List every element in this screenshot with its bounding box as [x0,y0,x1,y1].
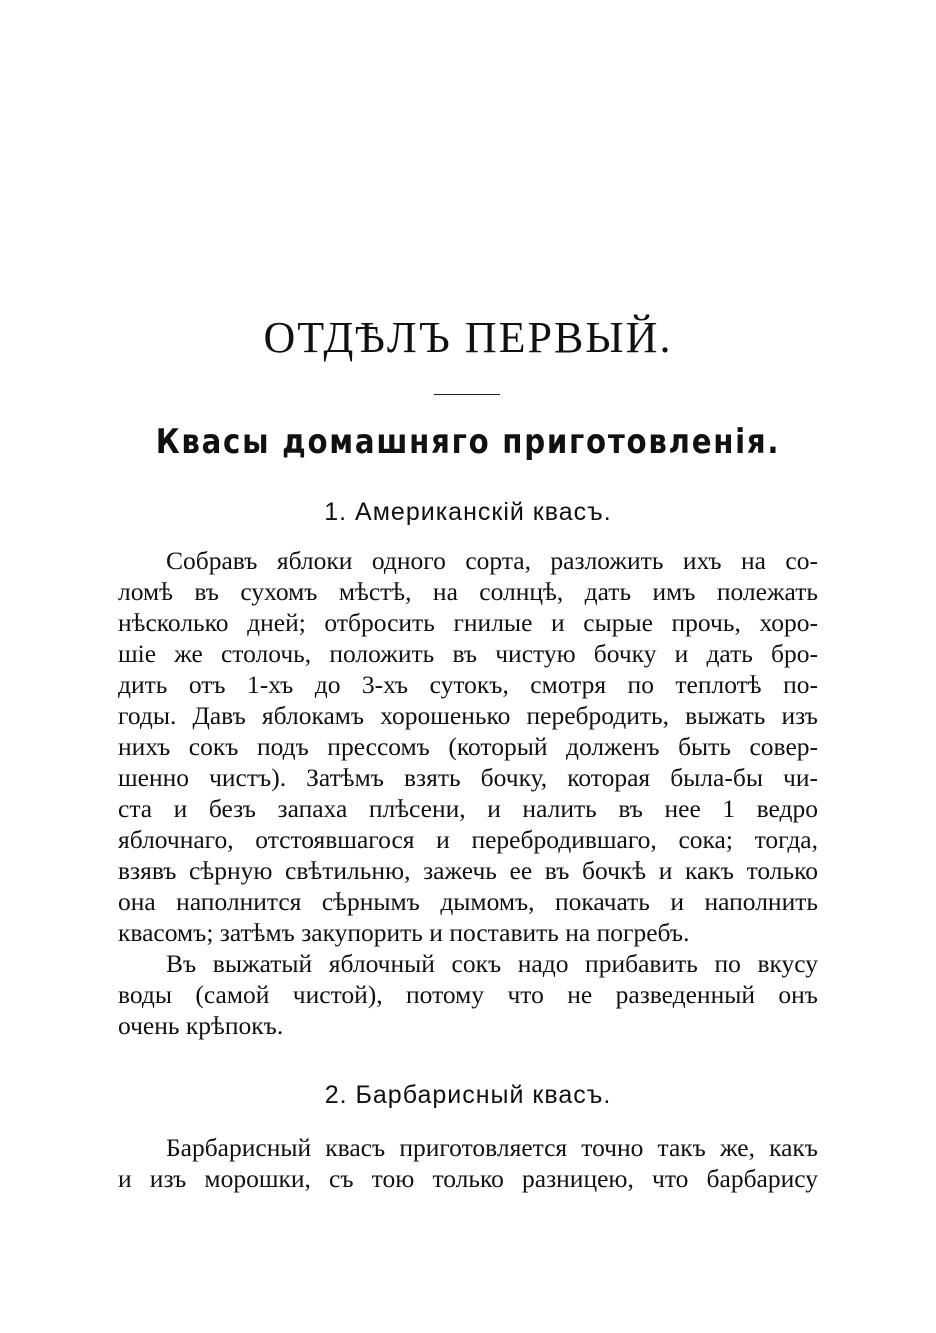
title-divider [434,394,500,395]
text-line: Барбарисный квасъ приготовляется точно такъ же, какъ [166,1133,818,1162]
text-line: шіе же столочь, положить въ чистую бочку и дать бро- [118,639,818,668]
section-title: Квасы домашняго приготовленія. [155,422,781,462]
text-line: очень крѣпокъ. [118,1011,284,1040]
part-title: ОТДѢЛЪ ПЕРВЫЙ. [263,313,673,362]
text-line: она наполнится сѣрнымъ дымомъ, покачать и наполнить [118,887,818,916]
text-line: нихъ сокъ подъ прессомъ (который долженъ быть совер- [118,732,818,761]
text-line: годы. Давъ яблокамъ хорошенько перебродить, выжать изъ [118,701,818,730]
text-line: нѣсколько дней; отбросить гнилые и сырые прочь, хоро- [118,608,818,637]
text-line: ломѣ въ сухомъ мѣстѣ, на солнцѣ, дать имъ полежать [118,577,818,606]
text-line: квасомъ; затѣмъ закупорить и поставить на погребъ. [118,918,690,947]
text-line: воды (самой чистой), потому что не разведенный онъ [118,980,818,1009]
text-line: яблочнаго, отстоявшагося и перебродившаго, сока; тогда, [118,825,818,854]
text-line: ста и безъ запаха плѣсени, и налить въ нее 1 ведро [118,794,818,823]
recipe-heading-barberry-kvass: 2. Барбарисный квасъ. [324,1081,612,1109]
text-line: Въ выжатый яблочный сокъ надо прибавить по вкусу [166,949,818,978]
text-line: и изъ морошки, съ тою только разницею, что барбарису [118,1164,818,1193]
recipe-heading-american-kvass: 1. Американскій квасъ. [324,498,612,526]
text-line: взявъ сѣрную свѣтильню, зажечь ее въ бочкѣ и какъ только [118,856,818,885]
text-line: шенно чистъ). Затѣмъ взять бочку, которая была-бы чи- [118,763,818,792]
recipe-text-american-kvass [118,545,818,1041]
text-line: дить отъ 1-хъ до 3-хъ сутокъ, смотря по теплотѣ по- [118,670,818,699]
recipe-text-barberry-kvass [118,1132,818,1194]
text-line: Собравъ яблоки одного сорта, разложить ихъ на со- [166,546,818,575]
